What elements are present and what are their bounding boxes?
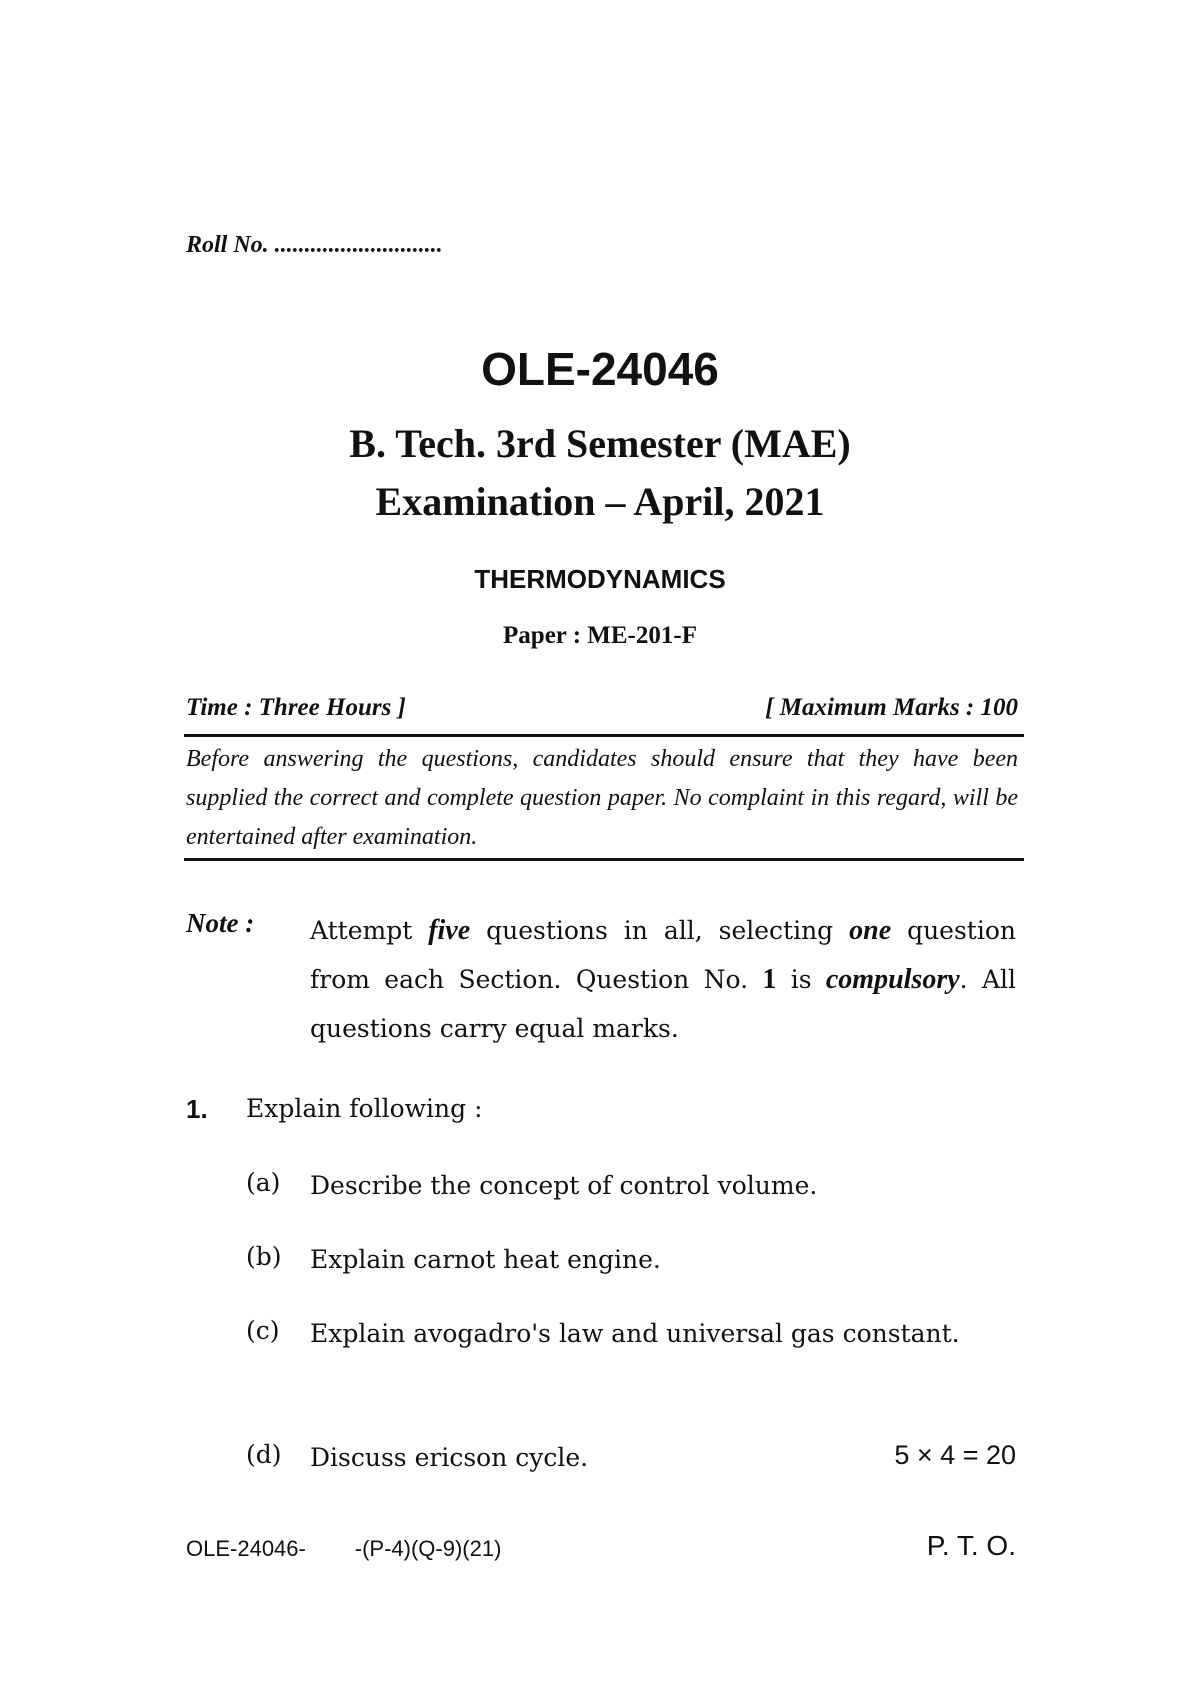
note-part: question from each Section. Question No. [310,916,1016,994]
part-text-a: Describe the concept of control volume. [310,1171,818,1200]
note-emphasis-one: one [849,915,892,946]
note-emphasis-compulsory: compulsory [825,964,960,995]
part-label-c: (c) [246,1316,280,1345]
part-text-b: Explain carnot heat engine. [310,1245,661,1274]
time-allowed: Time : Three Hours ] [186,694,406,721]
please-turn-over: P. T. O. [926,1530,1016,1561]
note-emphasis-five: five [428,915,471,946]
time-marks-row [186,694,1018,722]
bottom-divider [184,858,1024,861]
note-text [310,906,1016,1053]
note-part: is [776,965,826,994]
part-text-c: Explain avogadro's law and universal gas constant. [310,1319,960,1348]
note-part: . All questions carry equal marks. [310,965,1016,1043]
note-question-number: 1 [762,964,777,995]
instructions: Before answering the questions, candidates should ensure that they have been supplied the correct and complete question paper. No complaint in this regard, will be entertained after examination. [186,746,1018,850]
paper-number: Paper : ME-201-F [503,622,697,649]
part-label-d: (d) [246,1440,282,1469]
question-intro: Explain following : [246,1094,483,1123]
question-number: 1. [186,1094,208,1124]
subject-title: THERMODYNAMICS [474,564,726,594]
note-part: Attempt [310,916,429,945]
note-label: Note : [186,908,255,938]
question-marks: 5 × 4 = 20 [894,1440,1016,1470]
roll-number-line: Roll No. ............................ [186,232,443,258]
part-text-d: Discuss ericson cycle. [310,1443,589,1472]
course-title: B. Tech. 3rd Semester (MAE) [349,421,851,466]
exam-title: Examination – April, 2021 [375,479,825,524]
part-label-a: (a) [246,1168,281,1197]
note-part: questions in all, selecting [470,916,850,945]
paper-code: OLE-24046 [481,343,719,395]
top-divider [184,734,1024,737]
footer-code: OLE-24046- -(P-4)(Q-9)(21) [186,1536,502,1561]
maximum-marks: [ Maximum Marks : 100 [765,694,1018,721]
part-label-b: (b) [246,1242,282,1271]
